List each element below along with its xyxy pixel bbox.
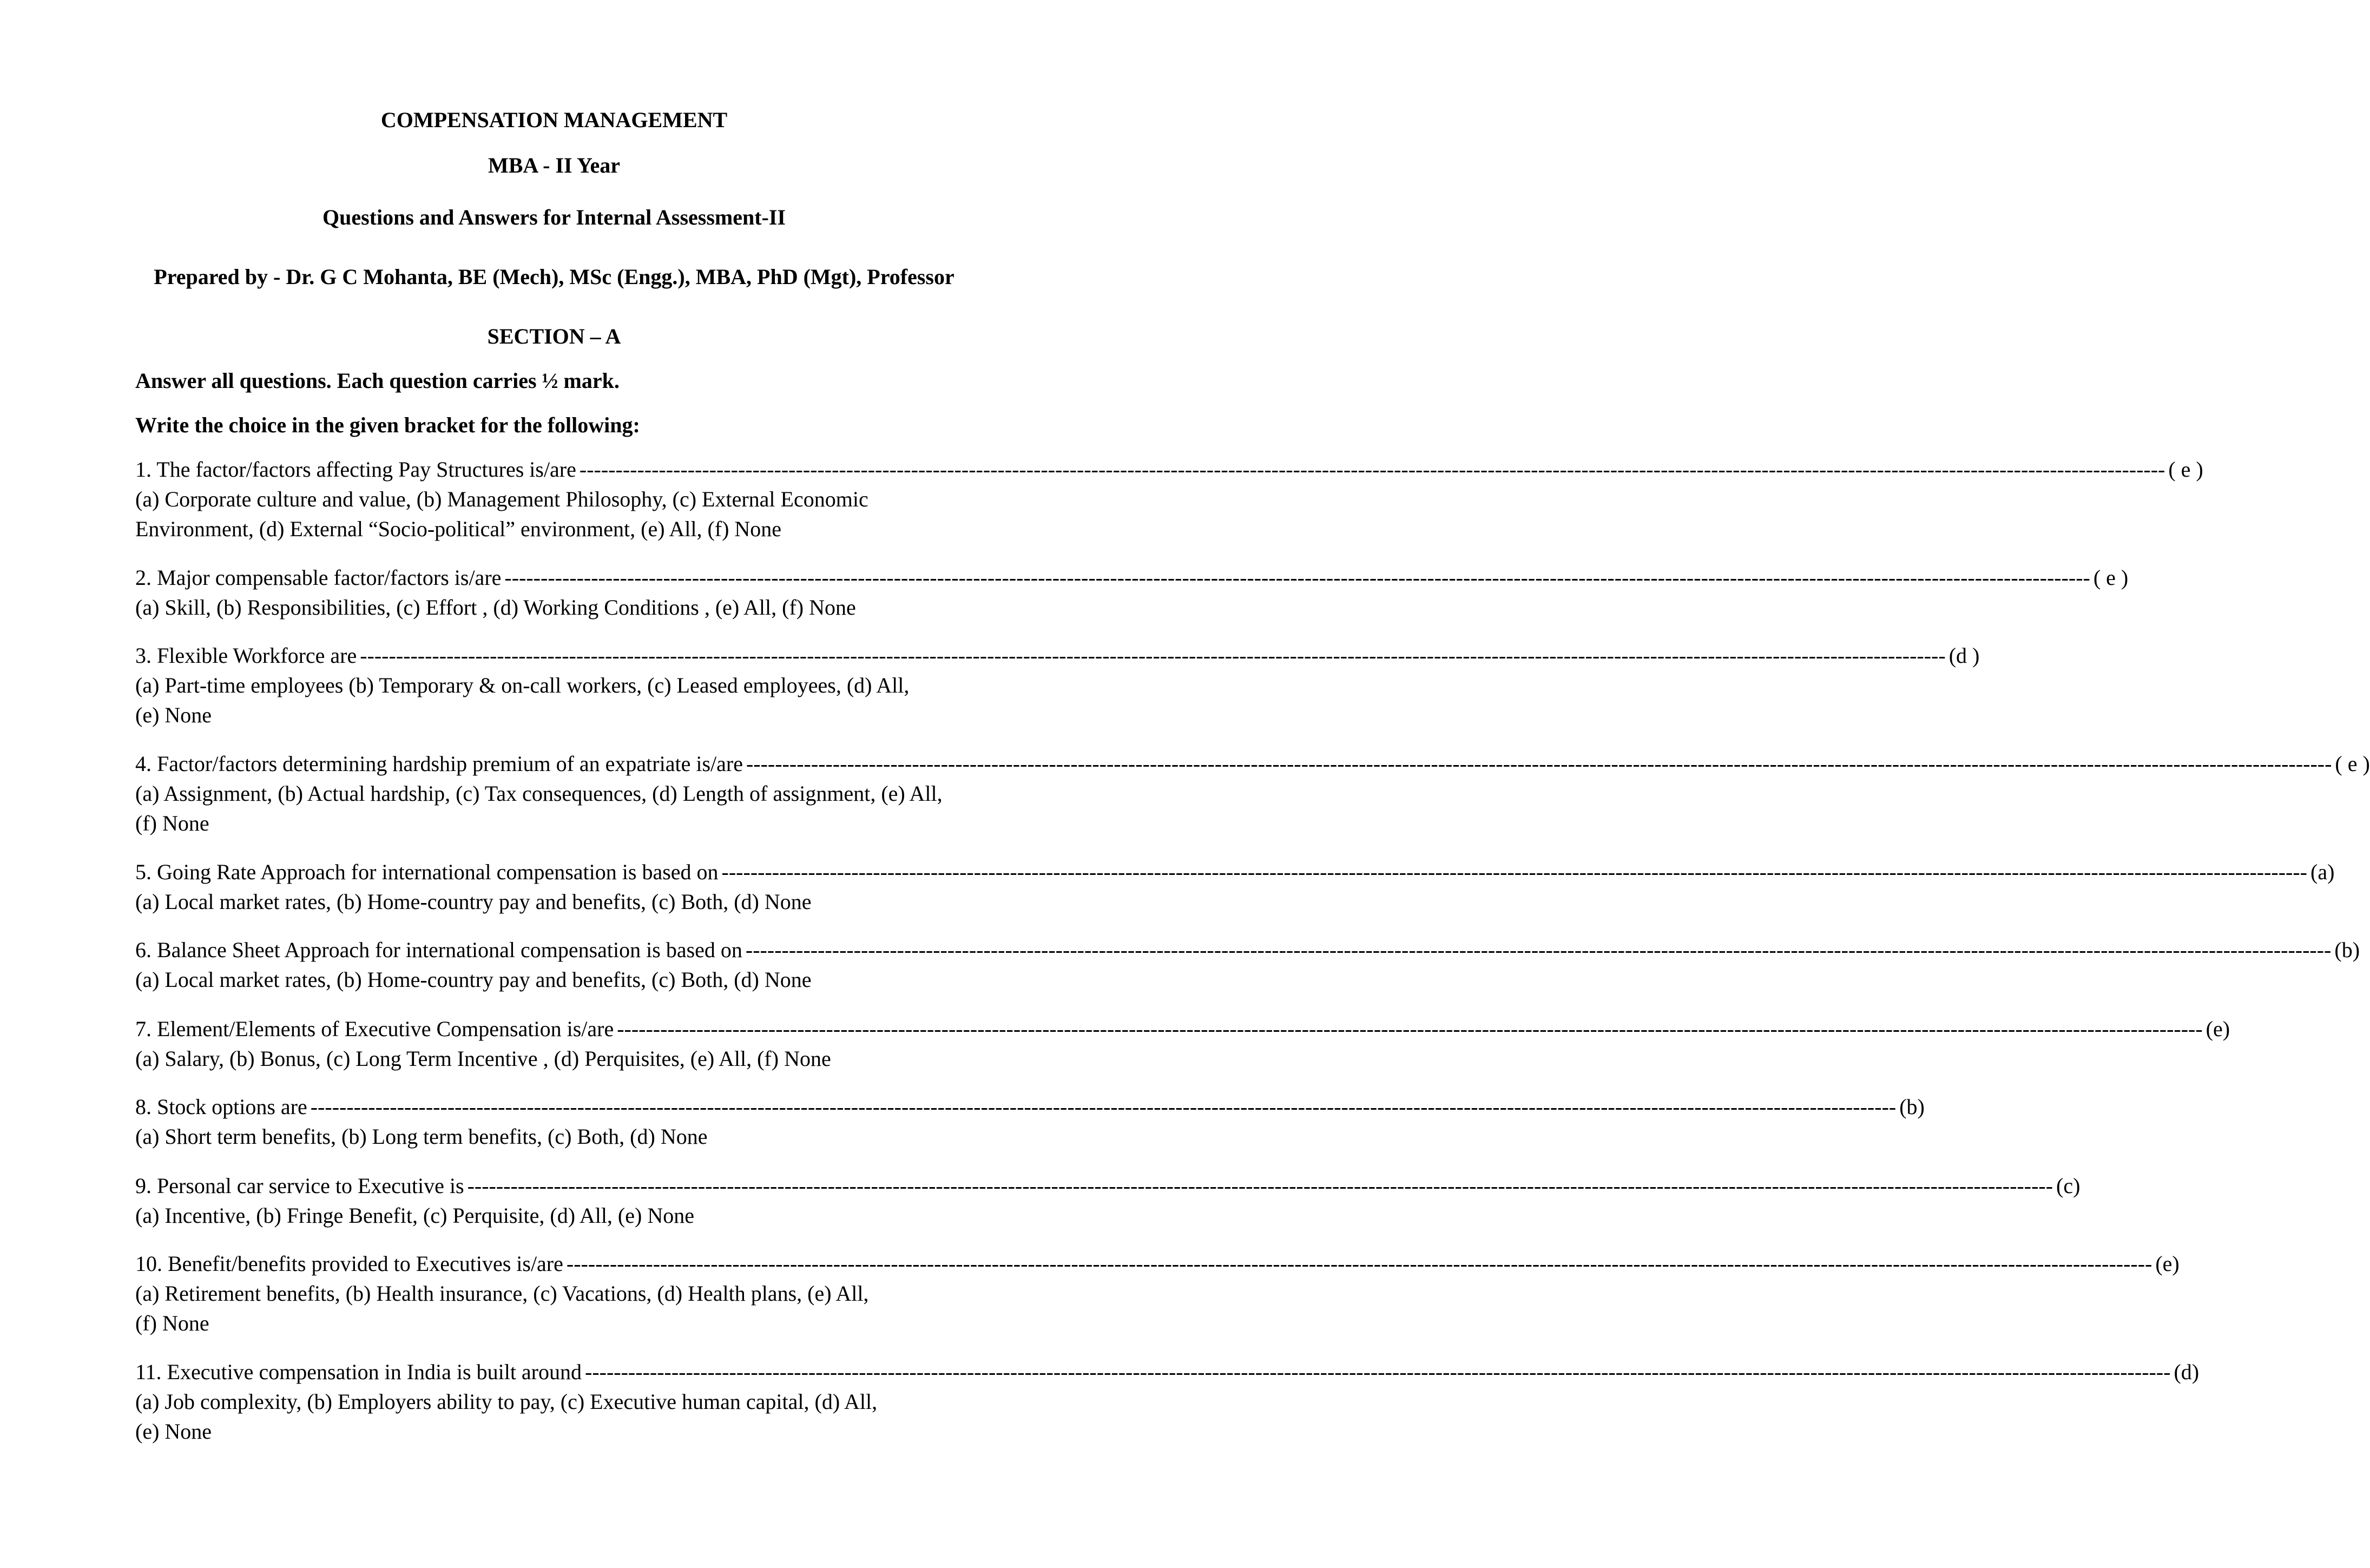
question-text: 3. Flexible Workforce are — [135, 643, 357, 668]
question-text: 8. Stock options are — [135, 1095, 307, 1119]
dash-leader: ---------------------------------------------------------------------------------------------------------------------------------------------------------------------------------------------------------------------------- — [566, 1251, 2152, 1276]
question-options: (a) Job complexity, (b) Employers ability to pay, (c) Executive human capital, (d) All, — [135, 1389, 878, 1414]
dash-leader: ---------------------------------------------------------------------------------------------------------------------------------------------------------------------------------------------------------------------------- — [617, 1017, 2203, 1041]
question-line — [135, 1014, 2230, 1044]
answer-bracket: ( e ) — [2093, 565, 2129, 590]
question-options: (a) Incentive, (b) Fringe Benefit, (c) Perquisite, (d) All, (e) None — [135, 1203, 694, 1228]
dash-leader: ---------------------------------------------------------------------------------------------------------------------------------------------------------------------------------------------------------------------------- — [745, 938, 2332, 962]
question-text: 5. Going Rate Approach for international compensation is based on — [135, 860, 719, 884]
answer-bracket: (d) — [2174, 1360, 2200, 1384]
document-subtitle: Questions and Answers for Internal Assessment-II — [322, 205, 786, 229]
document-title: COMPENSATION MANAGEMENT — [380, 108, 728, 132]
question-item — [135, 1249, 2180, 1338]
question-line — [135, 1171, 2081, 1201]
question-text: 10. Benefit/benefits provided to Executives is/are — [135, 1251, 563, 1276]
answer-bracket: (b) — [2334, 938, 2360, 962]
question-item — [135, 749, 2370, 838]
question-line — [135, 857, 2335, 887]
question-options: (a) Salary, (b) Bonus, (c) Long Term Incentive , (d) Perquisites, (e) All, (f) None — [135, 1046, 831, 1071]
answer-bracket: ( e ) — [2168, 457, 2203, 482]
answer-bracket: (b) — [1899, 1095, 1925, 1119]
question-options: (f) None — [135, 1311, 209, 1335]
question-line — [135, 641, 1980, 670]
question-item — [135, 1171, 2081, 1230]
answer-bracket: (a) — [2310, 860, 2335, 884]
question-item — [135, 857, 2335, 917]
question-item — [135, 1357, 2200, 1446]
instruction-bracket: Write the choice in the given bracket for the following: — [135, 413, 640, 437]
question-line — [135, 454, 2203, 484]
question-item — [135, 454, 2203, 544]
question-text: 6. Balance Sheet Approach for international compensation is based on — [135, 938, 742, 962]
question-text: 2. Major compensable factor/factors is/are — [135, 565, 502, 590]
question-options: Environment, (d) External “Socio-political” environment, (e) All, (f) None — [135, 517, 782, 541]
dash-leader: ---------------------------------------------------------------------------------------------------------------------------------------------------------------------------------------------------------------------------- — [579, 457, 2165, 482]
dash-leader: ---------------------------------------------------------------------------------------------------------------------------------------------------------------------------------------------------------------------------- — [467, 1174, 2053, 1198]
prepared-by: Prepared by - Dr. G C Mohanta, BE (Mech), MSc (Engg.), MBA, PhD (Mgt), Professor — [154, 265, 954, 289]
question-options: (a) Skill, (b) Responsibilities, (c) Effort , (d) Working Conditions , (e) All, (f) None — [135, 595, 856, 620]
answer-bracket: (e) — [2155, 1251, 2180, 1276]
question-line — [135, 1357, 2200, 1387]
question-line — [135, 1249, 2180, 1279]
dash-leader: ---------------------------------------------------------------------------------------------------------------------------------------------------------------------------------------------------------------------------- — [746, 752, 2332, 776]
question-text: 1. The factor/factors affecting Pay Structures is/are — [135, 457, 576, 482]
dash-leader: ---------------------------------------------------------------------------------------------------------------------------------------------------------------------------------------------------------------------------- — [360, 643, 1946, 668]
question-item — [135, 1014, 2230, 1073]
question-options: (a) Short term benefits, (b) Long term benefits, (c) Both, (d) None — [135, 1124, 708, 1149]
dash-leader: ---------------------------------------------------------------------------------------------------------------------------------------------------------------------------------------------------------------------------- — [310, 1095, 1897, 1119]
question-options: (a) Corporate culture and value, (b) Management Philosophy, (c) External Economic — [135, 487, 868, 511]
question-line — [135, 563, 2129, 592]
question-line — [135, 935, 2360, 965]
dash-leader: ---------------------------------------------------------------------------------------------------------------------------------------------------------------------------------------------------------------------------- — [504, 565, 2090, 590]
question-options: (a) Retirement benefits, (b) Health insurance, (c) Vacations, (d) Health plans, (e) All, — [135, 1281, 869, 1306]
question-text: 7. Element/Elements of Executive Compensation is/are — [135, 1017, 614, 1041]
question-options: (a) Part-time employees (b) Temporary & on-call workers, (c) Leased employees, (d) All, — [135, 673, 910, 697]
instruction-marks: Answer all questions. Each question carries ½ mark. — [135, 368, 620, 393]
question-line — [135, 1092, 1925, 1122]
question-item — [135, 563, 2129, 622]
question-line — [135, 749, 2370, 779]
question-options: (f) None — [135, 811, 209, 835]
question-options: (e) None — [135, 703, 212, 727]
question-text: 4. Factor/factors determining hardship premium of an expatriate is/are — [135, 752, 743, 776]
question-item — [135, 1092, 1925, 1151]
dash-leader: ---------------------------------------------------------------------------------------------------------------------------------------------------------------------------------------------------------------------------- — [585, 1360, 2171, 1384]
question-options: (a) Local market rates, (b) Home-country pay and benefits, (c) Both, (d) None — [135, 967, 812, 992]
dash-leader: ---------------------------------------------------------------------------------------------------------------------------------------------------------------------------------------------------------------------------- — [721, 860, 2307, 884]
question-text: 9. Personal car service to Executive is — [135, 1174, 464, 1198]
document-year: MBA - II Year — [488, 153, 621, 177]
question-item — [135, 641, 1980, 730]
answer-bracket: (e) — [2206, 1017, 2230, 1041]
section-heading: SECTION – A — [487, 324, 621, 348]
question-text: 11. Executive compensation in India is built around — [135, 1360, 582, 1384]
answer-bracket: (c) — [2056, 1174, 2081, 1198]
question-options: (a) Assignment, (b) Actual hardship, (c) Tax consequences, (d) Length of assignment, (e) All, — [135, 781, 943, 806]
question-options: (e) None — [135, 1419, 212, 1444]
question-item — [135, 935, 2360, 994]
answer-bracket: ( e ) — [2335, 752, 2370, 776]
question-options: (a) Local market rates, (b) Home-country pay and benefits, (c) Both, (d) None — [135, 890, 812, 914]
answer-bracket: (d ) — [1948, 643, 1980, 668]
